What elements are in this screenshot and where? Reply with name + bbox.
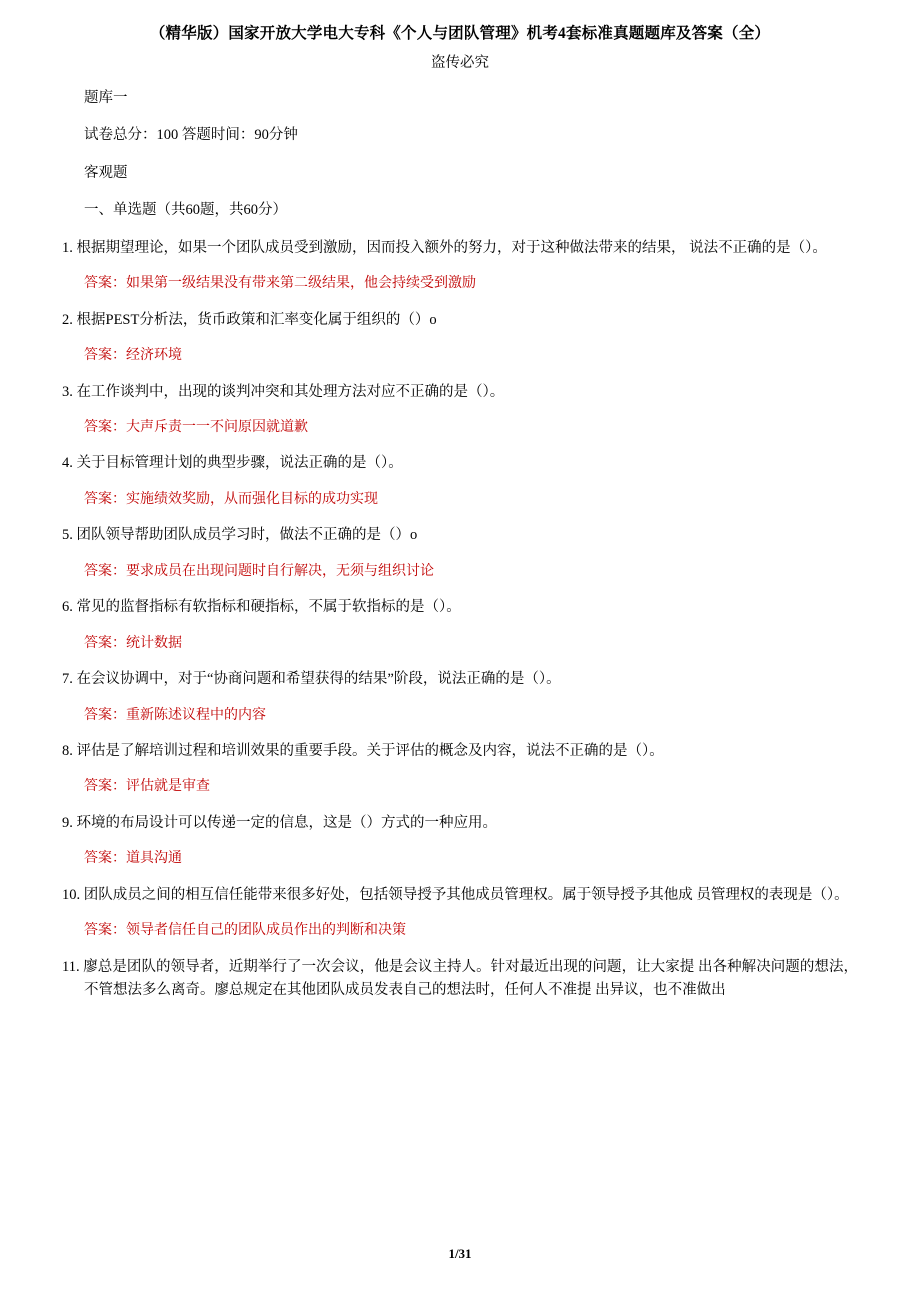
- bank-label: 题库一: [84, 89, 128, 106]
- question-item: 6. 常见的监督指标有软指标和硬指标，不属于软指标的是（）。: [62, 599, 461, 616]
- question-item: 11. 廖总是团队的领导者，近期举行了一次会议，他是会议主持人。针对最近出现的问题，让大家提 出各种解决问题的想法，不管想法多么离奇。廖总规定在其他团队成员发表自己的想法时，任何人不准提 出异议，也不准做出: [62, 958, 858, 999]
- question-item: 9. 环境的布局设计可以传递一定的信息，这是（）方式的一种应用。: [62, 814, 497, 831]
- exam-info: 试卷总分：100 答题时间：90分钟: [84, 127, 298, 144]
- copyright-notice: 盗传必究: [431, 55, 489, 72]
- answer-item: 答案：实施绩效奖励，从而强化目标的成功实现: [84, 491, 378, 507]
- answer-item: 答案：评估就是审查: [84, 779, 210, 795]
- answer-item: 答案：如果第一级结果没有带来第二级结果，他会持续受到激励: [84, 276, 476, 292]
- question-item: 1. 根据期望理论，如果一个团队成员受到激励，因而投入额外的努力，对于这种做法带来的结果， 说法不正确的是（）。: [62, 239, 827, 256]
- section-single-choice: 一、单选题（共60题，共60分）: [84, 202, 287, 219]
- question-item: 2. 根据PEST分析法，货币政策和汇率变化属于组织的（）o: [62, 311, 437, 328]
- section-objective: 客观题: [84, 164, 128, 181]
- answer-item: 答案：重新陈述议程中的内容: [84, 707, 266, 723]
- answer-item: 答案：领导者信任自己的团队成员作出的判断和决策: [84, 923, 406, 939]
- question-item: 10. 团队成员之间的相互信任能带来很多好处，包括领导授予其他成员管理权。属于领导授予其他成 员管理权的表现是（）。: [62, 886, 849, 903]
- page-number: 1/31: [448, 1246, 472, 1261]
- answer-item: 答案：大声斥责一一不问原因就道歉: [84, 420, 308, 436]
- question-item: 8. 评估是了解培训过程和培训效果的重要手段。关于评估的概念及内容，说法不正确的是（）。: [62, 742, 664, 759]
- question-item: 5. 团队领导帮助团队成员学习时，做法不正确的是（）o: [62, 527, 418, 544]
- question-item: 3. 在工作谈判中，出现的谈判冲突和其处理方法对应不正确的是（）。: [62, 383, 505, 400]
- question-item: 4. 关于目标管理计划的典型步骤，说法正确的是（）。: [62, 455, 403, 472]
- answer-item: 答案：统计数据: [84, 635, 182, 651]
- question-item: 7. 在会议协调中，对于“协商问题和希望获得的结果”阶段，说法正确的是（）。: [62, 671, 561, 688]
- answer-item: 答案：道具沟通: [84, 851, 182, 867]
- page-title: （精华版）国家开放大学电大专科《个人与团队管理》机考4套标准真题题库及答案（全）: [149, 25, 771, 42]
- answer-item: 答案：要求成员在出现问题时自行解决，无须与组织讨论: [84, 563, 434, 579]
- answer-item: 答案：经济环境: [84, 348, 182, 364]
